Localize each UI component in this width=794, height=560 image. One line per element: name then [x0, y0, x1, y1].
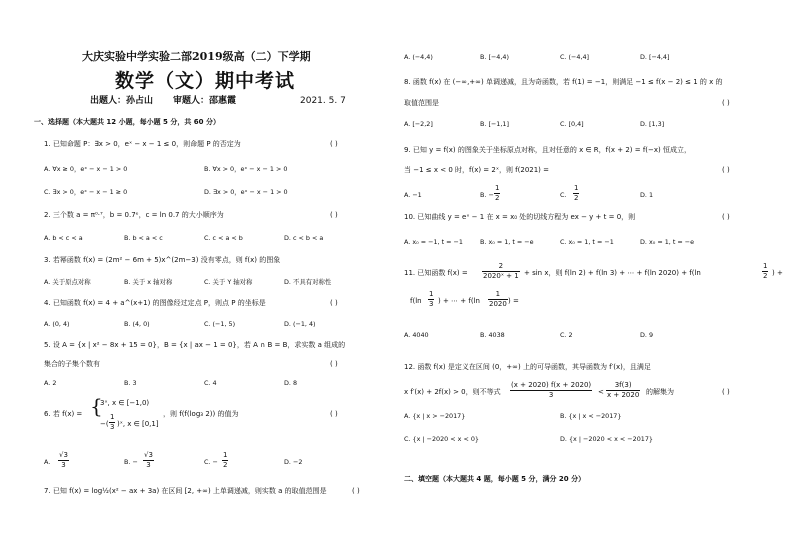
q9-answer-paren: ( ) [722, 166, 730, 174]
q6-case-2-post: )ˣ, x ∈ [0,1] [117, 420, 159, 428]
q3-option-c: C. 关于 Y 轴对称 [204, 278, 253, 286]
q1-option-c: C. ∃x > 0，eˣ − x − 1 ≥ 0 [44, 188, 128, 196]
q1-option-d: D. ∃x > 0，eˣ − x − 1 > 0 [204, 188, 288, 196]
q12-lhs-num: (x + 2020) f(x + 2020) [511, 381, 592, 389]
q4-stem: 4. 已知函数 f(x) = 4 + a^(x+1) 的图像经过定点 P，则点 P 的坐标是 [44, 299, 266, 307]
q4-option-c: C. (−1, 5) [204, 320, 236, 328]
q11-third-den: 3 [429, 300, 434, 308]
q6-option-b-den: 3 [146, 461, 151, 469]
q1-stem: 1. 已知命题 P：∃x > 0，eˣ − x − 1 ≤ 0，则命题 P 的否定为 [44, 140, 241, 148]
q12-line2-b: 的解集为 [646, 388, 674, 396]
q3-option-d: D. 不具有对称性 [284, 278, 332, 286]
q9-option-d: D. 1 [640, 191, 654, 199]
q11-option-d: D. 9 [640, 331, 654, 339]
q4-option-d: D. (−1, 4) [284, 320, 316, 328]
q2-stem: 2. 三个数 a = π⁰·⁷，b = 0.7ᵉ，c = ln 0.7 的大小顺序为 [44, 211, 224, 219]
q5-answer-paren: ( ) [330, 360, 338, 368]
q6-case-1: 3ˣ, x ∈ [−1,0) [100, 399, 150, 407]
reviewer: 审题人：邵惠霞 [173, 96, 237, 106]
q6-option-b-num: √3 [144, 451, 153, 459]
q10-option-b: B. x₀ = 1, t = −e [480, 238, 534, 246]
q6-lead: 6. 若 f(x) = [44, 410, 83, 418]
q11-line2-c: ) = [508, 297, 519, 305]
q6-tail: ，则 f(f(log₃ 2)) 的值为 [163, 410, 239, 418]
q12-option-d: D. {x | −2020 < x < −2017} [560, 435, 653, 443]
q1-option-a: A. ∀x ≥ 0，eˣ − x − 1 > 0 [44, 165, 128, 173]
q11-f-fraction [482, 262, 520, 281]
q12-option-c: C. {x | −2020 < x < 0} [404, 435, 479, 443]
q2-option-c: C. c < a < b [204, 234, 243, 242]
q8-answer-paren: ( ) [722, 99, 730, 107]
q5-stem-line2: 集合的子集个数有 [44, 360, 100, 368]
q4-option-a: A. (0, 4) [44, 320, 70, 328]
q11-line2-b: ) + ⋯ + f(ln [438, 297, 480, 305]
q6-option-a-num: √3 [59, 451, 68, 459]
q8-stem: 8. 函数 f(x) 在 (−∞,+∞) 单调递减，且为奇函数，若 f(1) = −1，则满足 −1 ≤ f(x − 2) ≤ 1 的 x 的 [404, 78, 723, 86]
q9-option-b-fraction [494, 184, 500, 203]
q11-last-fraction [488, 290, 508, 309]
q8-option-b: B. [−1,1] [480, 120, 509, 128]
q11-half-num: 1 [763, 262, 768, 270]
q12-stem: 12. 函数 f(x) 是定义在区间 (0，+∞) 上的可导函数，其导函数为 f′(x)，且满足 [404, 363, 651, 371]
q2-option-b: B. b < a < c [124, 234, 163, 242]
q10-answer-paren: ( ) [722, 213, 730, 221]
q4-option-b: B. (4, 0) [124, 320, 150, 328]
q7-option-b: B. [−4,4) [480, 53, 509, 61]
q11-lead: 11. 已知函数 f(x) = [404, 269, 468, 277]
q6-option-c-fraction [222, 451, 228, 470]
q6-case-2-num: 1 [110, 413, 115, 421]
q7-option-c: C. (−4,4] [560, 53, 590, 61]
q12-line2-a: x f′(x) + 2f(x) > 0，则不等式 [404, 388, 501, 396]
right-column [400, 0, 794, 560]
q5-option-b: B. 3 [124, 379, 137, 387]
q6-answer-paren: ( ) [330, 410, 338, 418]
q12-rhs-fraction [606, 381, 640, 400]
q12-option-a: A. {x | x > −2017} [404, 412, 466, 420]
q2-option-a: A. b < c < a [44, 234, 83, 242]
q8-stem-line2: 取值范围是 [404, 99, 439, 107]
q1-option-b: B. ∀x > 0，eˣ − x − 1 > 0 [204, 165, 288, 173]
q11-option-a: A. 4040 [404, 331, 429, 339]
q6-brace: { [90, 394, 103, 418]
q9-stem: 9. 已知 y = f(x) 的图象关于坐标原点对称，且对任意的 x ∈ R，f(x + 2) = f(−x) 恒成立， [404, 146, 691, 154]
q6-option-a-fraction [58, 451, 69, 470]
q9-option-c-fraction [573, 184, 579, 203]
q11-option-c: C. 2 [560, 331, 573, 339]
q9-stem-line2: 当 −1 ≤ x < 0 时，f(x) = 2ˣ，则 f(2021) = [404, 166, 549, 174]
q1-answer-paren: ( ) [330, 140, 338, 148]
q6-option-d: D. −2 [284, 458, 303, 466]
q11-option-b: B. 4038 [480, 331, 505, 339]
q7-option-a: A. (−4,4) [404, 53, 433, 61]
q10-option-c: C. x₀ = 1, t = −1 [560, 238, 614, 246]
q11-third-fraction [428, 290, 434, 309]
q6-option-c-label: C. − [204, 458, 218, 466]
q9-option-c-label: C. [560, 191, 567, 199]
q3-option-a: A. 关于原点对称 [44, 278, 91, 286]
q6-option-b-fraction [143, 451, 154, 470]
q9-option-c-num: 1 [574, 184, 579, 192]
q11-line2-a: f(ln [410, 297, 422, 305]
q8-option-c: C. [0,4] [560, 120, 584, 128]
q12-option-b: B. {x | x < −2017} [560, 412, 622, 420]
q10-option-d: D. x₀ = 1, t = −e [640, 238, 695, 246]
q9-option-b-num: 1 [495, 184, 500, 192]
school-title: 大庆实验中学实验二部2019级高（二）下学期 [82, 50, 311, 63]
q11-last-num: 1 [488, 290, 508, 300]
q12-rhs-den: x + 2020 [607, 391, 640, 399]
q12-lhs-fraction [510, 381, 592, 400]
q6-option-a-den: 3 [61, 461, 66, 469]
q12-answer-paren: ( ) [722, 388, 730, 396]
q11-mid: + sin x，则 f(ln 2) + f(ln 3) + ⋯ + f(ln 2020) + f(ln [524, 269, 701, 277]
q10-stem: 10. 已知曲线 y = eˣ − 1 在 x = x₀ 处的切线方程为 ex − y + t = 0，则 [404, 213, 636, 221]
q11-f-num: 2 [482, 262, 520, 272]
section-1-title: 一、选择题（本大题共 12 小题，每小题 5 分，共 60 分） [34, 118, 220, 126]
q11-half-fraction [762, 262, 768, 281]
author: 出题人：孙占山 [90, 96, 154, 106]
q11-end: ) + [772, 269, 783, 277]
q11-last-den: 2020 [489, 300, 507, 308]
q3-option-b: B. 关于 x 轴对称 [124, 278, 173, 286]
q6-option-c-den: 2 [223, 461, 228, 469]
exam-date: 2021. 5. 7 [300, 96, 346, 106]
q5-option-a: A. 2 [44, 379, 57, 387]
q6-option-c-num: 1 [223, 451, 228, 459]
q7-stem: 7. 已知 f(x) = log½(x² − ax + 3a) 在区间 [2, +∞) 上单调递减，则实数 a 的取值范围是 [44, 487, 327, 495]
q11-third-num: 1 [429, 290, 434, 298]
section-2-title: 二、填空题（本大题共 4 题，每小题 5 分，满分 20 分） [404, 475, 586, 483]
q12-lhs-den: 3 [548, 391, 554, 399]
q6-case-2-den: 3 [110, 423, 115, 431]
q3-stem: 3. 若幂函数 f(x) = (2m² − 6m + 5)x^(2m−3) 没有零点，则 f(x) 的图象 [44, 256, 281, 264]
q9-option-b-den: 2 [495, 194, 500, 202]
q12-less-than: < [598, 388, 604, 396]
q2-answer-paren: ( ) [330, 211, 338, 219]
q6-case-2-pre: −( [100, 420, 109, 428]
q7-option-d: D. [−4,4] [640, 53, 670, 61]
q10-option-a: A. x₀ = −1, t = −1 [404, 238, 463, 246]
q6-option-b-label: B. − [124, 458, 138, 466]
q4-answer-paren: ( ) [330, 299, 338, 307]
exam-title: 数学（文）期中考试 [115, 70, 296, 92]
q6-case-2-fraction [109, 413, 115, 432]
q9-option-a: A. −1 [404, 191, 422, 199]
q2-option-d: D. c < b < a [284, 234, 324, 242]
q5-stem: 5. 设 A = {x | x² − 8x + 15 = 0}，B = {x | ax − 1 = 0}，若 A ∩ B = B，求实数 a 组成的 [44, 341, 346, 349]
q11-half-den: 2 [763, 272, 768, 280]
q5-option-d: D. 8 [284, 379, 298, 387]
q7-answer-paren: ( ) [352, 487, 360, 495]
q9-option-c-den: 2 [574, 194, 579, 202]
q9-option-b-label: B. − [480, 191, 494, 199]
q12-rhs-num: 3f(3) [606, 381, 640, 391]
q6-option-a-label: A. [44, 458, 51, 466]
q8-option-a: A. [−2,2] [404, 120, 433, 128]
q8-option-d: D. [1,3] [640, 120, 665, 128]
q5-option-c: C. 4 [204, 379, 217, 387]
q11-f-den: 2020ˣ + 1 [483, 272, 519, 280]
